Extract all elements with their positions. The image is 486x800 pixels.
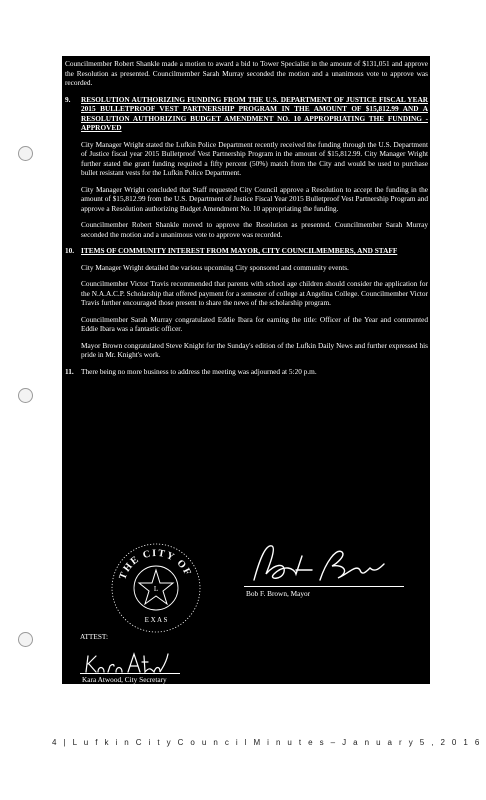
binder-hole-middle (18, 388, 33, 403)
item-11-text: There being no more business to address the meeting was adjourned at 5:20 p.m. (81, 366, 317, 376)
item-9-paragraph-3: Councilmember Robert Shankle moved to approve the Resolution as presented. Councilmember Sarah Murray seconded the motion and a unanimous vote to approve was recorded. (81, 220, 428, 239)
agenda-item-11 (65, 367, 428, 377)
seal-letters: E X A S (144, 616, 168, 624)
mayor-signature-icon (240, 534, 400, 594)
intro-paragraph: Councilmember Robert Shankle made a motion to award a bid to Tower Specialist in the amount of $131,051 and approve the Resolution as presented. Councilmember Sarah Murray seconded the motion and a unanimous vote to approve was recorded. (65, 59, 428, 87)
secretary-signature-line (80, 673, 180, 674)
mayor-name: Bob F. Brown, Mayor (246, 589, 311, 598)
binder-hole-bottom (18, 632, 33, 647)
item-10-paragraph-2: Councilmember Victor Travis recommended that parents with school age children should consider the application for the N.A.A.C.P. Scholarship that offered payment for a semester of college at Angelina College. Councilmember Victor Travis further encouraged those present to share the news of the scholarship program. (81, 279, 428, 307)
agenda-item-10 (65, 246, 428, 360)
page-footer: 4 | L u f k i n C i t y C o u n c i l M i n u t e s – J a n u a r y 5 , 2 0 1 6 (52, 738, 482, 747)
secretary-name: Kara Atwood, City Secretary (82, 675, 167, 684)
agenda-item-9 (65, 95, 428, 240)
item-9-paragraph-1: City Manager Wright stated the Lufkin Police Department recently received the funding through the U.S. Department of Justice fiscal year 2015 Bulletproof Vest Partnership Program in the amount of $15,812.99. City Manager Wright further stated the grant funding required a fifty percent (50%) match from the City and would be used to purchase bullet resistant vests for the Lufkin Police Department. (81, 139, 428, 177)
item-11-number: 11. (65, 366, 74, 376)
item-10-paragraph-4: Mayor Brown congratulated Steve Knight for the Sunday's edition of the Lufkin Daily News and further expressed his pride in Mr. Knight's work. (81, 340, 428, 359)
mayor-signature-line (244, 586, 404, 587)
binder-hole-top (18, 146, 33, 161)
attest-label: ATTEST: (80, 632, 109, 641)
item-10-paragraph-3: Councilmember Sarah Murray congratulated Eddie Ibara for earning the title: Officer of the Year and commented Eddie Ibara was a fantastic officer. (81, 314, 428, 333)
item-9-number: 9. (65, 94, 71, 104)
seal-star-letter: L (153, 585, 159, 593)
item-9-paragraph-2: City Manager Wright concluded that Staff requested City Council approve a Resolution to accept the funding in the amount of $15,812.99 from the U.S. Department of Justice Fiscal Year 2015 Bulletproof Vest Partnership Program and approve a Resolution authorizing Budget Amendment No. 10 appropriating the funding. (81, 184, 428, 213)
seal-top-text: THE CITY OF (117, 547, 194, 582)
item-10-heading: ITEMS OF COMMUNITY INTEREST FROM MAYOR, CITY COUNCILMEMBERS, AND STAFF (81, 246, 398, 255)
item-10-number: 10. (65, 246, 75, 255)
item-10-paragraph-1: City Manager Wright detailed the various upcoming City sponsored and community events. (81, 262, 349, 272)
item-9-heading: RESOLUTION AUTHORIZING FUNDING FROM THE U.S. DEPARTMENT OF JUSTICE FISCAL YEAR 2015 BULLETPROOF VEST PARTNERSHIP PROGRAM IN THE AMOUNT OF $15,812.99 AND A RESOLUTION AUTHORIZING BUDGET AMENDMENT NO. 10 APPROPRIATING THE FUNDING - APPROVED (81, 94, 428, 132)
city-seal-icon (110, 542, 202, 634)
document-page (62, 56, 430, 684)
